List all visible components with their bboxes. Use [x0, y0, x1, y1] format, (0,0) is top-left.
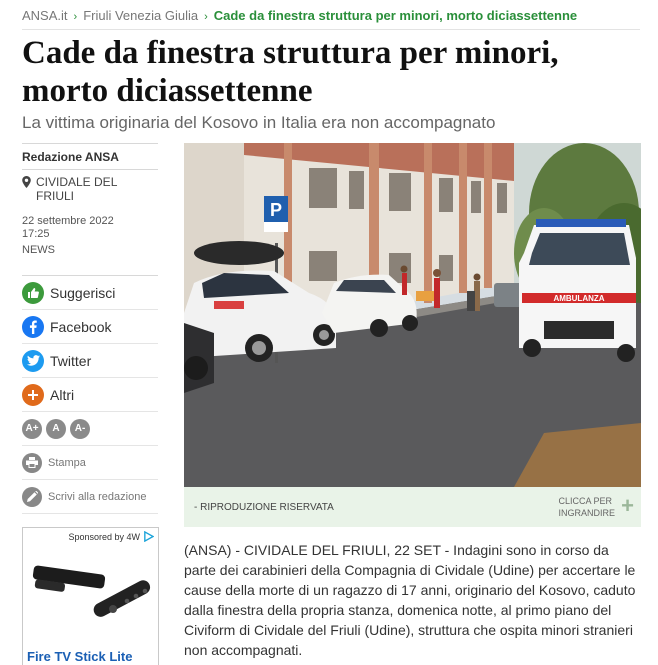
author: Redazione ANSA [22, 150, 119, 164]
section-label: NEWS [22, 244, 55, 256]
share-others-button[interactable] [22, 378, 158, 412]
share-others-label: Altri [50, 386, 75, 403]
fire-tv-stick-product-image [29, 552, 153, 642]
photo-caption-bar[interactable] [184, 487, 641, 527]
publish-date-day: 22 settembre 2022 [22, 215, 114, 227]
breadcrumb-current: Cade da finestra struttura per minori, morto diciassettenne [213, 8, 578, 23]
parking-sign-letter: P [269, 200, 283, 220]
share-twitter-label: Twitter [50, 352, 92, 369]
print-button[interactable] [22, 446, 158, 480]
font-reset-button[interactable]: A [46, 419, 66, 439]
plus-icon [22, 384, 44, 406]
ambulance-label: AMBULANZA [553, 294, 605, 303]
location-text: CIVIDALE DEL FRIULI [36, 175, 117, 203]
share-suggest-button[interactable] [22, 276, 158, 310]
ad-title: Fire TV Stick Lite [27, 649, 133, 664]
enlarge-photo-line2: INGRANDIRE [558, 508, 615, 518]
publish-date [22, 215, 158, 241]
breadcrumb-region-link[interactable]: Friuli Venezia Giulia [83, 8, 199, 23]
enlarge-photo-line1: CLICCA PER [558, 496, 613, 506]
ad-sponsor-text: Sponsored by 4W [68, 532, 140, 542]
print-label: Stampa [48, 456, 86, 469]
sponsored-ad[interactable] [22, 527, 159, 665]
share-suggest-label: Suggerisci [50, 284, 116, 301]
article-body: (ANSA) - CIVIDALE DEL FRIULI, 22 SET - Indagini sono in corso da parte dei carabinieri della Compagnia di Cividale (Udine) per accertare le cause della morte di un ragazzo di 17 anni, originario del Kosovo, caduto dalla finestra della propria stanza, domenica notte, al primo piano del Civiform di Cividale del Friuli (Udine), struttura che ospita minori stranieri non accompagnati. [184, 542, 636, 658]
facebook-icon [22, 316, 44, 338]
twitter-bird-icon [22, 350, 44, 372]
ad-sponsor-line [23, 528, 158, 542]
street-scene-image [184, 143, 641, 487]
font-increase-button[interactable]: A+ [22, 419, 42, 439]
breadcrumb-separator: › [73, 11, 78, 23]
pencil-icon [22, 487, 42, 507]
article-subtitle: La vittima originaria del Kosovo in Italia era non accompagnato [22, 113, 496, 132]
share-facebook-label: Facebook [50, 318, 112, 335]
photo-copyright: - RIPRODUZIONE RISERVATA [194, 502, 334, 513]
article-sidebar [22, 143, 158, 514]
font-size-controls [22, 412, 158, 446]
enlarge-photo-link[interactable] [558, 495, 615, 519]
page-title: Cade da finestra struttura per minori, morto diciassettenne [22, 35, 559, 109]
write-to-newsroom-button[interactable] [22, 480, 158, 514]
publish-date-time: 17:25 [22, 228, 50, 240]
thumbs-up-icon [22, 282, 44, 304]
share-facebook-button[interactable] [22, 310, 158, 344]
adchoices-icon[interactable] [143, 531, 154, 542]
breadcrumb-home-link[interactable]: ANSA.it [22, 8, 68, 23]
printer-icon [22, 453, 42, 473]
breadcrumb [22, 8, 640, 30]
location-pin-icon [22, 176, 31, 188]
article-photo[interactable] [184, 143, 641, 487]
font-decrease-button[interactable]: A- [70, 419, 90, 439]
share-twitter-button[interactable] [22, 344, 158, 378]
dateline-location [22, 170, 158, 203]
breadcrumb-separator: › [204, 11, 208, 23]
write-to-newsroom-label: Scrivi alla redazione [48, 490, 147, 503]
enlarge-plus-icon[interactable]: + [621, 493, 634, 518]
